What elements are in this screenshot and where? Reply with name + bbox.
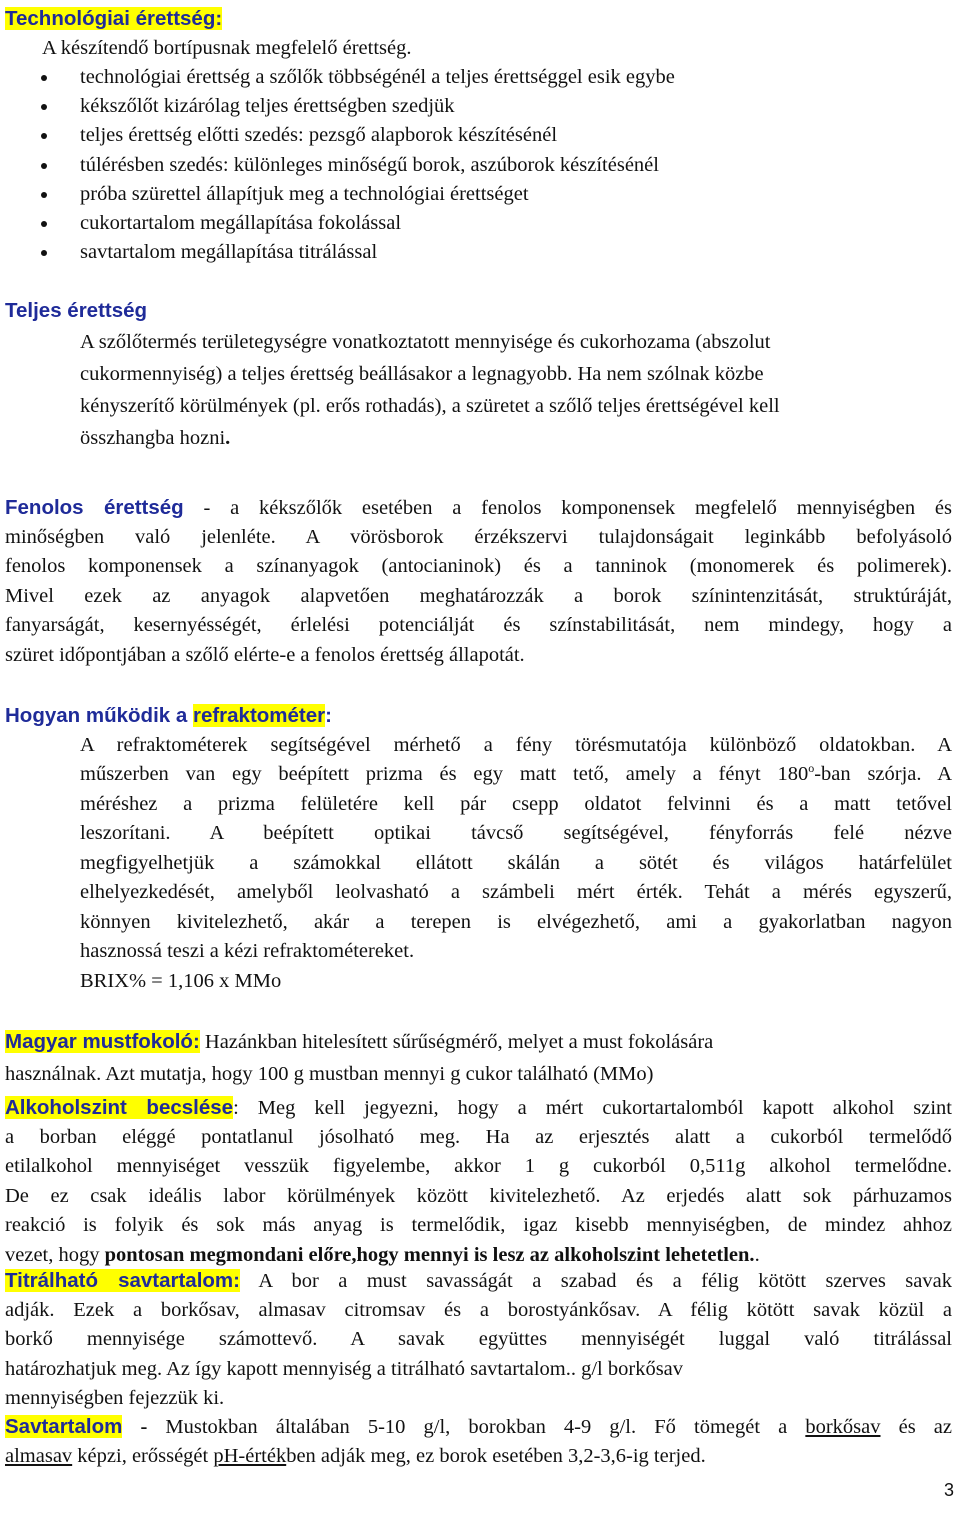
section-title	[5, 4, 952, 34]
almasav-link[interactable]: almasav	[5, 1444, 73, 1467]
technological-section	[5, 4, 952, 267]
bullet-icon	[41, 163, 47, 169]
paragraph-line: vezet, hogy pontosan megmondani előre,hogy mennyi is lesz az alkoholszint lehetetlen..	[5, 1243, 760, 1266]
bullet-icon	[41, 221, 47, 227]
paragraph-line: almasav képzi, erősségét pH-értékben adják meg, ez borok esetében 3,2-3,6-ig terjed.	[5, 1444, 706, 1467]
paragraph-line: fanyarságát, kesernyésségét, érlelési potenciálját és színstabilitását, nem mindegy, hogy a	[5, 614, 952, 636]
list-item: teljes érettség előtti szedés: pezsgő alapborok készítésénél	[5, 121, 952, 150]
technological-intro: A készítendő bortípusnak megfelelő érettség.	[42, 36, 412, 59]
paragraph-line: műszerben van egy beépített prizma és egy matt tető, amely a fényt 180$^o$-ban szórja. A	[80, 761, 953, 785]
brix-formula: BRIX% = 1,106 x MMo	[80, 969, 282, 992]
list-item: technológiai érettség a szőlők többségénél a teljes érettséggel esik egybe	[5, 63, 952, 92]
refractometer-title: Hogyan működik a refraktométer:	[5, 704, 332, 727]
paragraph-line: a borban eléggé pontatlanul jósolható meg. Ha az erjesztés alatt a cukorból termelődő	[5, 1125, 952, 1148]
acid-section	[5, 1412, 952, 1471]
list-item: cukortartalom megállapítása fokolással	[5, 209, 952, 238]
paragraph-line: etilalkohol mennyiséget vesszük figyelembe, akkor 1 g cukorból 0,511g alkohol termelődne.	[5, 1155, 952, 1177]
phenolic-section	[5, 493, 952, 670]
paragraph-line: méréshez a prizma felületére kell pár csepp oldatot felvinni és a matt tetővel	[80, 792, 952, 815]
paragraph-line: borkő mennyisége számottevő. A savak együttes mennyiségét luggal való titrálással	[5, 1328, 952, 1350]
mustfokolo-title: Magyar mustfokoló:	[5, 1030, 200, 1053]
paragraph-line: A szőlőtermés területegységre vonatkoztatott mennyisége és cukorhozama (abszolut	[80, 330, 771, 353]
list-item: savtartalom megállapítása titrálással	[5, 238, 952, 267]
list-item: túlérésben szedés: különleges minőségű borok, aszúborok készítésénél	[5, 151, 952, 180]
paragraph-line: Alkoholszint becslése: Meg kell jegyezni, hogy a mért cukortartalomból kapott alkohol szint	[5, 1096, 952, 1119]
paragraph-line: hasznossá teszi a kézi refraktométereket.	[80, 940, 415, 962]
paragraph-line: reakció is folyik és sok más anyag is termelődik, igaz kisebb mennyiségben, de mindez ahhoz	[5, 1214, 952, 1236]
paragraph-line: De ez csak ideális labor körülmények között kivitelezhető. Az erjedés alatt sok párhuzamos	[5, 1184, 952, 1207]
paragraph-line: kényszerítő körülmények (pl. erős rothadás), a szüretet a szőlő teljes érettségével kell	[80, 394, 780, 417]
phenolic-title: Fenolos érettség	[5, 496, 184, 519]
paragraph-line: határozhatjuk meg. Az így kapott mennyiség a titrálható savtartalom.. g/l borkősav	[5, 1357, 684, 1380]
paragraph-line: könnyen kivitelezhető, akár a terepen is elvégezhető, ami a gyakorlatban nagyon	[80, 910, 952, 933]
full-maturity-title: Teljes érettség	[5, 299, 148, 322]
refractometer-section	[5, 701, 952, 996]
bullet-icon	[41, 250, 47, 256]
paragraph-line: adják. Ezek a borkősav, almasav citromsav és a borostyánkősav. A félig kötött savak közül a	[5, 1298, 952, 1321]
technological-title: Technológiai érettség:	[5, 7, 223, 30]
paragraph-line: minőségben való jelenléte. A vörösborok érzékszervi tulajdonságait leginkább befolyásoló	[5, 525, 952, 548]
paragraph-line: leszorítani. A beépített optikai távcső segítségével, fényforrás felé nézve	[80, 822, 952, 844]
paragraph-line: Fenolos érettség - a kékszőlők esetében a fenolos komponensek megfelelő mennyiségben és	[5, 496, 953, 519]
paragraph-line: megfigyelhetjük a számokkal ellátott skálán a sötét és világos határfelület	[80, 851, 952, 874]
bullet-icon	[41, 75, 47, 81]
list-item: próba szürettel állapítjuk meg a technológiai érettséget	[5, 180, 952, 209]
ph-value-link[interactable]: pH-érték	[213, 1444, 287, 1467]
mustfokolo-section	[5, 1025, 952, 1091]
paragraph-line: Magyar mustfokoló: Hazánkban hitelesített sűrűségmérő, melyet a must fokolására	[5, 1030, 714, 1053]
bullet-icon	[41, 192, 47, 198]
borkosav-link[interactable]: borkősav	[805, 1416, 881, 1438]
paragraph-line: szüret időpontjában a szőlő elérte-e a fenolos érettség állapotát.	[5, 643, 525, 666]
paragraph-line: Mivel ezek az anyagok alapvetően meghatározzák a borok színintenzitását, struktúráját,	[5, 584, 952, 607]
paragraph-line: fenolos komponensek a színanyagok (antocianinok) és a tanninok (monomerek és polimerek).	[5, 555, 952, 577]
technological-bullets	[5, 63, 952, 267]
acid-title: Savtartalom	[5, 1415, 123, 1438]
alcohol-title: Alkoholszint becslése	[5, 1096, 234, 1119]
bullet-icon	[41, 133, 47, 139]
paragraph-line: Titrálható savtartalom: A bor a must savasságát a szabad és a félig kötött szerves savak	[5, 1269, 952, 1292]
paragraph-line: elhelyezkedését, amelyből leolvasható a számbeli mért érték. Tehát a mérés egyszerű,	[80, 881, 952, 903]
titratable-title: Titrálható savtartalom:	[5, 1269, 240, 1292]
page-number: 3	[943, 1480, 954, 1500]
paragraph-line: mennyiségben fejezzük ki.	[5, 1387, 225, 1409]
alcohol-section	[5, 1093, 952, 1270]
paragraph-line: összhangba hozni.	[80, 426, 231, 449]
paragraph-line: A refraktométerek segítségével mérhető a fény törésmutatója különböző oldatokban. A	[80, 733, 952, 756]
paragraph-line: használnak. Azt mutatja, hogy 100 g mustban mennyi g cukor található (MMo)	[5, 1063, 654, 1085]
paragraph-line: Savtartalom - Mustokban általában 5-10 g/l, borokban 4-9 g/l. Fő tömegét a borkősav és az	[5, 1415, 952, 1438]
titratable-section	[5, 1266, 952, 1414]
full-maturity-section	[5, 296, 952, 454]
bullet-icon	[41, 104, 47, 110]
paragraph-line: cukormennyiség) a teljes érettség beállásakor a legnagyobb. Ha nem szólnak közbe	[80, 362, 764, 385]
list-item: kékszőlőt kizárólag teljes érettségben szedjük	[5, 92, 952, 121]
